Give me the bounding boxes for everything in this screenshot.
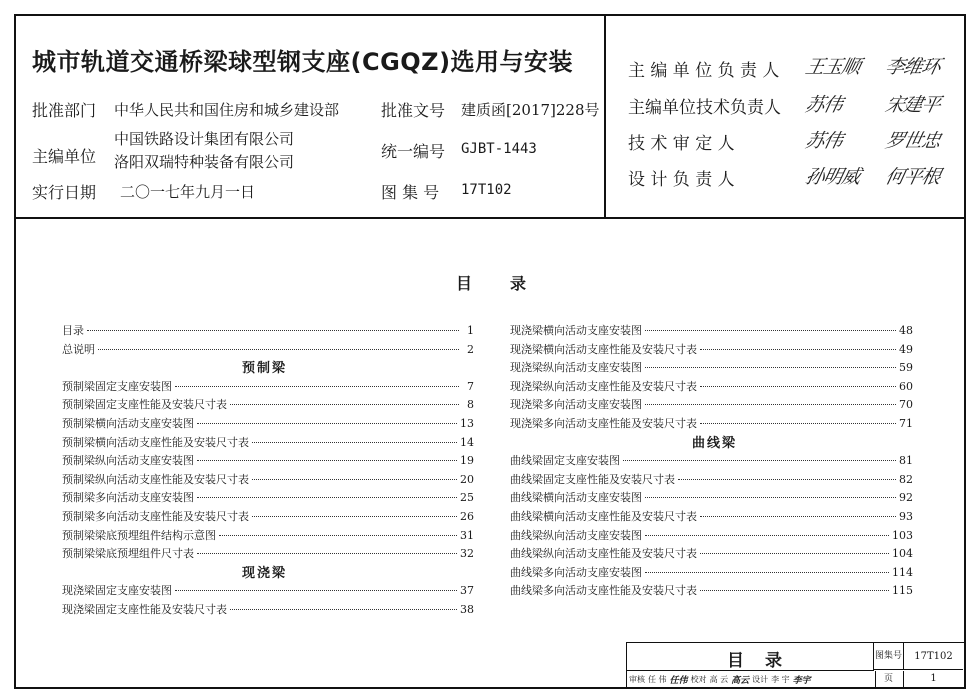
toc-entry[interactable] <box>510 527 913 543</box>
atlas-no-value-cell: 17T102 <box>904 643 963 670</box>
toc-leader-dots <box>87 330 459 331</box>
signature: 王玉顺 <box>803 56 863 78</box>
toc-leader-dots <box>645 367 896 368</box>
signature: 苏伟 <box>803 94 845 116</box>
unified-no-label: 统一编号 <box>381 142 446 161</box>
toc-entry-page: 104 <box>892 547 913 561</box>
check-label: 校对 <box>690 674 707 684</box>
signature: 罗世忠 <box>883 130 943 152</box>
toc-leader-dots <box>700 349 896 350</box>
toc-entry-title: 预制梁横向活动支座性能及安装尺寸表 <box>62 435 249 449</box>
toc-entry-page: 31 <box>460 528 474 542</box>
signature: 孙明威 <box>803 166 863 188</box>
toc-entry[interactable] <box>62 415 474 431</box>
toc-entry-title: 现浇梁多向活动支座性能及安装尺寸表 <box>510 417 697 430</box>
toc-leader-dots <box>175 386 459 387</box>
toc-entry-page: 59 <box>899 361 913 375</box>
header-block <box>16 16 964 219</box>
toc-entry[interactable] <box>62 508 474 524</box>
toc-entry[interactable] <box>62 582 474 598</box>
review-name: 任 伟 <box>648 674 667 684</box>
toc-entry-page: 26 <box>460 510 474 523</box>
toc-entry-title: 现浇梁固定支座安装图 <box>62 584 172 598</box>
toc-leader-dots <box>98 349 459 350</box>
editor-unit-value-1: 中国铁路设计集团有限公司 <box>114 130 295 148</box>
responsible-role: 技 术 审 定 人 <box>628 134 735 154</box>
toc-entry-title: 预制梁梁底预埋组件尺寸表 <box>62 547 194 561</box>
toc-entry[interactable] <box>62 545 474 561</box>
toc-leader-dots <box>197 553 457 554</box>
check-signature: 高云 <box>731 675 750 686</box>
approval-dept-label: 批准部门 <box>32 101 97 120</box>
review-signature: 任伟 <box>669 675 688 686</box>
toc-entry-title: 预制梁梁底预埋组件结构示意图 <box>62 528 216 542</box>
effective-date-value: 二〇一七年九月一日 <box>120 183 256 201</box>
toc-entry-page: 14 <box>460 435 474 449</box>
editor-unit-value-2: 洛阳双瑞特种装备有限公司 <box>114 153 295 171</box>
toc-entry-page: 7 <box>467 379 474 393</box>
toc-entry-title: 预制梁多向活动支座性能及安装尺寸表 <box>62 510 249 523</box>
toc-entry-title: 现浇梁横向活动支座安装图 <box>510 324 642 337</box>
toc-entry-page: 20 <box>460 472 474 486</box>
toc-leader-dots <box>700 590 889 591</box>
toc-entry-title: 目录 <box>62 324 84 337</box>
toc-entry-title: 现浇梁纵向活动支座性能及安装尺寸表 <box>510 379 697 393</box>
signature: 李维环 <box>883 56 943 78</box>
title-block-title-a: 目 <box>727 651 744 671</box>
toc-entry[interactable] <box>510 582 913 598</box>
toc-entry[interactable] <box>510 564 913 580</box>
toc-entry[interactable] <box>510 471 913 487</box>
toc-entry-page: 71 <box>899 417 913 430</box>
toc-section-heading: 预制梁 <box>242 361 288 377</box>
effective-date-label: 实行日期 <box>32 183 97 202</box>
approval-doc-label: 批准文号 <box>381 101 446 120</box>
toc-entry[interactable] <box>510 545 913 561</box>
toc-entry-page: 2 <box>467 342 474 356</box>
atlas-no-value: 17T102 <box>461 182 512 198</box>
toc-entry-page: 115 <box>892 584 913 598</box>
atlas-title: 城市轨道交通桥梁球型钢支座(CGQZ)选用与安装 <box>32 48 574 76</box>
toc-entry[interactable] <box>62 601 474 617</box>
approval-dept-value: 中华人民共和国住房和城乡建设部 <box>114 101 340 119</box>
toc-leader-dots <box>700 553 889 554</box>
toc-entry[interactable] <box>510 341 913 357</box>
toc-entry-page: 13 <box>460 417 474 430</box>
toc-entry-page: 37 <box>460 584 474 598</box>
atlas-no-label-cell: 图集号 <box>874 643 904 670</box>
toc-leader-dots <box>197 497 457 498</box>
toc-entry-page: 114 <box>892 565 913 579</box>
toc-leader-dots <box>678 479 896 480</box>
signature: 宋建平 <box>883 94 943 116</box>
toc-entry-title: 曲线梁固定支座安装图 <box>510 454 620 468</box>
toc-entry-page: 32 <box>460 547 474 561</box>
title-block-title-b: 录 <box>765 651 782 671</box>
toc-leader-dots <box>645 535 889 536</box>
toc-leader-dots <box>252 442 457 443</box>
toc-entry-title: 总说明 <box>62 342 95 356</box>
title-block <box>626 642 964 687</box>
toc-entry[interactable] <box>62 471 474 487</box>
toc-entry[interactable] <box>510 508 913 524</box>
toc-entry-title: 预制梁固定支座性能及安装尺寸表 <box>62 398 227 412</box>
toc-entry[interactable] <box>510 322 913 338</box>
toc-leader-dots <box>645 404 896 405</box>
toc-entry[interactable] <box>510 378 913 394</box>
header-divider <box>604 16 606 217</box>
toc-entry-title: 预制梁固定支座安装图 <box>62 379 172 393</box>
toc-entry-page: 103 <box>892 528 913 542</box>
toc-entry[interactable] <box>62 341 474 357</box>
unified-no-value: GJBT-1443 <box>461 141 537 157</box>
toc-entry-title: 曲线梁多向活动支座安装图 <box>510 565 642 579</box>
toc-entry-page: 81 <box>899 454 913 468</box>
page-value-cell: 1 <box>930 673 937 684</box>
toc-leader-dots <box>623 460 896 461</box>
design-label: 设计 <box>752 674 769 684</box>
toc-leader-dots <box>197 423 457 424</box>
signature: 何平根 <box>883 166 943 188</box>
toc-entry-page: 70 <box>899 398 913 412</box>
toc-entry-title: 现浇梁固定支座性能及安装尺寸表 <box>62 603 227 616</box>
toc-entry[interactable] <box>62 322 474 338</box>
toc-leader-dots <box>700 423 896 424</box>
responsible-role: 设 计 负 责 人 <box>628 170 735 190</box>
toc-leader-dots <box>252 516 457 517</box>
toc-leader-dots <box>230 404 459 405</box>
editor-unit-label: 主编单位 <box>32 147 97 166</box>
toc-entry[interactable] <box>510 489 913 505</box>
page-label-cell: 页 <box>874 671 904 687</box>
toc-entry[interactable] <box>62 489 474 505</box>
toc-entry-title: 曲线梁横向活动支座安装图 <box>510 491 642 505</box>
title-block-main <box>627 643 874 671</box>
toc-leader-dots <box>645 572 889 573</box>
design-name: 李 宇 <box>771 674 790 684</box>
toc-leader-dots <box>700 386 896 387</box>
review-label: 审核 <box>629 674 645 684</box>
toc-leader-dots <box>230 609 457 610</box>
toc-title-b: 录 <box>510 274 527 293</box>
approval-row <box>627 671 876 687</box>
check-name: 高 云 <box>709 674 729 684</box>
toc-leader-dots <box>197 460 457 461</box>
toc-leader-dots <box>175 590 457 591</box>
toc-title-a: 目 <box>456 274 473 293</box>
toc-section-heading: 曲线梁 <box>692 435 738 451</box>
toc-leader-dots <box>252 479 457 480</box>
toc-entry[interactable] <box>510 415 913 431</box>
toc-entry-title: 曲线梁多向活动支座性能及安装尺寸表 <box>510 584 697 598</box>
toc-entry-page: 93 <box>899 510 913 523</box>
responsible-role: 主编单位技术负责人 <box>628 98 781 118</box>
toc-entry[interactable] <box>62 452 474 468</box>
toc-leader-dots <box>700 516 896 517</box>
toc-entry-title: 现浇梁横向活动支座性能及安装尺寸表 <box>510 342 697 356</box>
toc-entry-page: 38 <box>460 603 474 616</box>
toc-entry-page: 82 <box>899 472 913 486</box>
toc-entry-page: 1 <box>467 324 474 337</box>
toc-entry-title: 现浇梁多向活动支座安装图 <box>510 398 642 412</box>
drawing-frame <box>14 14 966 689</box>
toc-leader-dots <box>645 497 896 498</box>
toc-entry[interactable] <box>62 434 474 450</box>
toc-entry[interactable] <box>62 378 474 394</box>
toc-entry-title: 曲线梁固定支座性能及安装尺寸表 <box>510 472 675 486</box>
toc-entry-page: 19 <box>460 454 474 468</box>
toc-entry[interactable] <box>510 359 913 375</box>
toc-entry[interactable] <box>62 527 474 543</box>
toc-entry-page: 92 <box>899 491 913 505</box>
toc-entry[interactable] <box>510 452 913 468</box>
toc-entry-title: 预制梁多向活动支座安装图 <box>62 491 194 505</box>
atlas-no-label: 图 集 号 <box>381 183 440 202</box>
toc-section-heading: 现浇梁 <box>242 565 288 581</box>
toc-entry-page: 60 <box>899 379 913 393</box>
toc-entry-title: 现浇梁纵向活动支座安装图 <box>510 361 642 375</box>
toc-entry-page: 48 <box>899 324 913 337</box>
design-signature: 李宇 <box>792 675 811 686</box>
toc-entry-title: 曲线梁纵向活动支座安装图 <box>510 528 642 542</box>
approval-doc-value: 建质函[2017]228号 <box>461 101 600 119</box>
toc-leader-dots <box>645 330 896 331</box>
toc-entry-title: 曲线梁纵向活动支座性能及安装尺寸表 <box>510 547 697 561</box>
toc-entry-title: 预制梁横向活动支座安装图 <box>62 417 194 430</box>
responsible-role: 主 编 单 位 负 责 人 <box>628 61 780 81</box>
toc-entry[interactable] <box>510 396 913 412</box>
toc-entry-page: 49 <box>899 342 913 356</box>
toc-entry-title: 预制梁纵向活动支座安装图 <box>62 454 194 468</box>
toc-entry-page: 25 <box>460 491 474 505</box>
toc-entry-page: 8 <box>467 398 474 412</box>
toc-entry-title: 曲线梁横向活动支座性能及安装尺寸表 <box>510 510 697 523</box>
toc-leader-dots <box>219 535 457 536</box>
toc-entry[interactable] <box>62 396 474 412</box>
signature: 苏伟 <box>803 130 845 152</box>
toc-entry-title: 预制梁纵向活动支座性能及安装尺寸表 <box>62 472 249 486</box>
